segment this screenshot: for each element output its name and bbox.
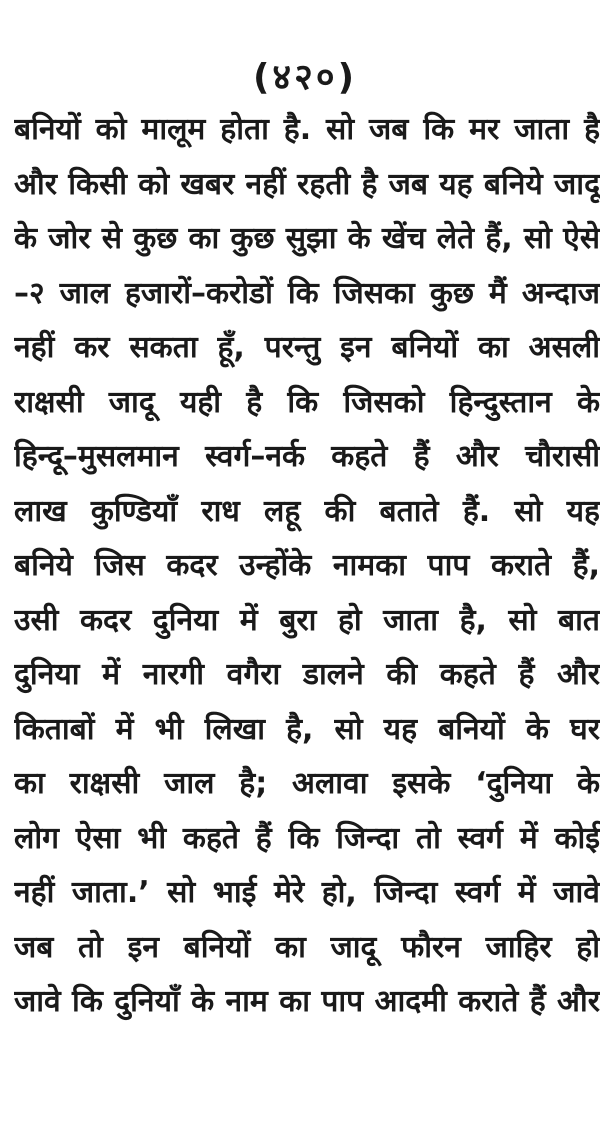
text-line: का राक्षसी जाल है; अलावा इसके ‘दुनिया के	[14, 766, 600, 801]
text-line: लाख कुण्डियाँ राध लहू की बताते हैं. सो यह	[14, 493, 600, 529]
text-line: –२ जाल हजारों–करोडों कि जिसका कुछ मैं अन्दाज	[14, 275, 600, 311]
text-line: दुनिया में नारगी वगैरा डालने की कहते हैं और	[14, 657, 600, 692]
page-number: (४२०)	[252, 57, 358, 98]
body-text	[14, 103, 600, 1030]
text-line: हिन्दू–मुसलमान स्वर्ग–नर्क कहते हैं और चौरासी	[14, 439, 600, 474]
text-line: किताबों में भी लिखा है, सो यह बनियों के घर	[14, 711, 600, 747]
text-line: नहीं जाता.’ सो भाई मेरे हो, जिन्दा स्वर्ग में जावे	[14, 875, 600, 910]
text-line: लोग ऐसा भी कहते हैं कि जिन्दा तो स्वर्ग में कोई	[14, 820, 600, 856]
text-line: और किसी को खबर नहीं रहती है जब यह बनिये जादू	[14, 166, 600, 202]
text-line: राक्षसी जादू यही है कि जिसको हिन्दुस्तान के	[14, 384, 600, 420]
text-line: जब तो इन बनियों का जादू फौरन जाहिर हो	[14, 929, 600, 965]
text-line: जावे कि दुनियाँ के नाम का पाप आदमी कराते हैं और	[14, 984, 600, 1019]
text-line: उसी कदर दुनिया में बुरा हो जाता है, सो बात	[14, 602, 600, 638]
text-line: के जोर से कुछ का कुछ सुझा के खेंच लेते हैं, सो ऐसे	[14, 221, 600, 256]
text-line: बनिये जिस कदर उन्होंके नामका पाप कराते हैं,	[14, 548, 600, 583]
text-line: बनियों को मालूम होता है. सो जब कि मर जाता है	[14, 112, 600, 147]
text-line: नहीं कर सकता हूँ, परन्तु इन बनियों का असली	[14, 330, 600, 365]
